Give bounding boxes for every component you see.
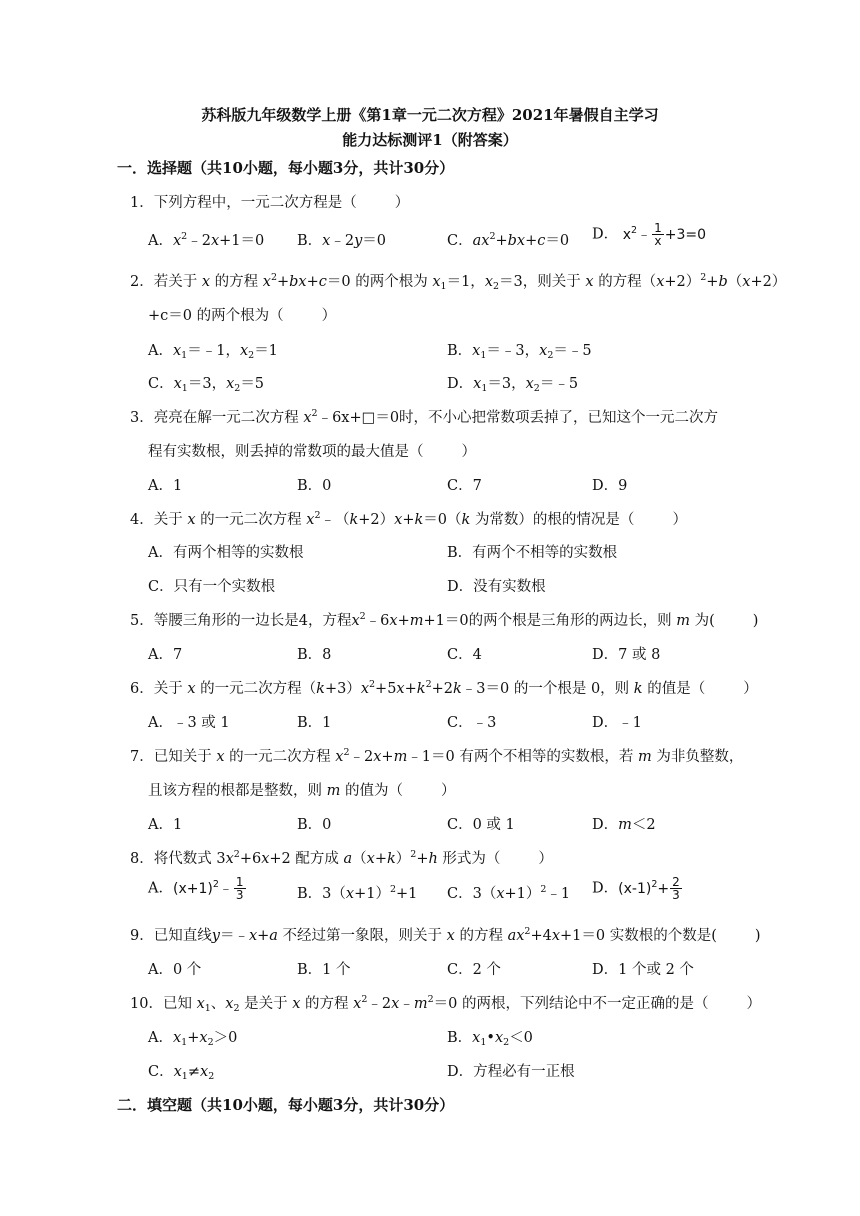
question-3-option-a: A．1 <box>148 478 183 494</box>
question-4-option-d: D．没有实数根 <box>447 579 546 595</box>
question-6-stem: 6．关于 x 的一元二次方程$(k+3)x^2+5x+k^2+2k﹣3=0$ 的一个根是 0，则 k 的值是（ ） <box>130 679 758 697</box>
question-4-option-c: C．只有一个实数根 <box>148 579 276 595</box>
question-4-option-b: B．有两个不相等的实数根 <box>447 545 618 561</box>
question-8-option-a: A．$(x+1)^2﹣$ $\frac{1}{3}$ <box>148 875 244 902</box>
question-2-stem-line1: 2．若关于 x 的方程 $x^2+bx+c=0$ 的两个根为 $x_1=1$，$x_2=3$，则关于 x 的方程$(x+2)^2+b(x+2)$ <box>130 272 787 292</box>
question-8-option-c: C．$3(x+1)^2﹣1$ <box>447 884 571 902</box>
document-subtitle: 能力达标测评1（附答案） <box>342 131 518 149</box>
question-5-option-d: D．7 或 8 <box>592 647 661 663</box>
question-8-option-b: B．$3(x+1)^2+1$ <box>297 884 418 902</box>
question-8-option-d: D．$(x-1)^2+$ $\frac{2}{3}$ <box>592 875 680 902</box>
question-3-stem-line2: 程有实数根，则丢掉的常数项的最大值是（ ） <box>148 444 476 460</box>
question-2-option-b: B．$x_1=﹣3$，$x_2=﹣5$ <box>447 343 592 361</box>
question-9-option-c: C．2 个 <box>447 962 501 978</box>
question-10-option-a: A．$x_1+x_2>0$ <box>148 1030 238 1048</box>
question-10-stem: 10．已知 $x_1$、$x_2$ 是关于 x 的方程 $x^2﹣2x﹣m^2=0$ 的两根，下列结论中不一定正确的是（ ） <box>130 994 761 1014</box>
question-3-option-d: D．9 <box>592 478 628 494</box>
question-1-option-c: C．$ax^2+bx+c=0$ <box>447 231 570 249</box>
section-heading-choice: 一．选择题（共10小题，每小题3分，共计30分） <box>117 159 455 177</box>
question-8-stem: 8．将代数式 $3x^2+6x+2$ 配方成 $a(x+k)^2+h$ 形式为（ ） <box>130 849 553 867</box>
question-2-option-c: C．$x_1=3$，$x_2=5$ <box>148 376 265 394</box>
question-9-option-d: D．1 个或 2 个 <box>592 962 694 978</box>
question-5-option-b: B．8 <box>297 647 332 663</box>
document-title: 苏科版九年级数学上册《第1章一元二次方程》2021年暑假自主学习 <box>201 106 659 124</box>
section-heading-fill-in: 二．填空题（共10小题，每小题3分，共计30分） <box>117 1096 455 1114</box>
question-1-option-d: D． $x^2﹣$ $\frac{1}{x}$ +3=0 <box>592 221 707 248</box>
question-3-option-b: B．0 <box>297 478 332 494</box>
question-6-option-a: A．﹣3 或 1 <box>148 715 230 731</box>
question-6-option-b: B．1 <box>297 715 332 731</box>
question-1-option-a: A．$x^2﹣2x+1=0$ <box>148 231 265 249</box>
question-5-option-c: C．4 <box>447 647 482 663</box>
question-1-option-b: B．x﹣2y＝0 <box>297 233 387 249</box>
question-6-option-d: D．﹣1 <box>592 715 642 731</box>
question-5-stem: 5．等腰三角形的一边长是4，方程$x^2﹣6x+m+1=0$的两个根是三角形的两边长，则 m 为( ) <box>130 611 759 629</box>
question-7-option-b: B．0 <box>297 817 332 833</box>
question-7-stem-line2: 且该方程的根都是整数，则 m 的值为（ ） <box>148 783 456 799</box>
question-7-stem-line1: 7．已知关于 x 的一元二次方程 $x^2﹣2x+m﹣1=0$ 有两个不相等的实数根，若 m 为非负整数， <box>130 747 744 765</box>
question-9-option-b: B．1 个 <box>297 962 351 978</box>
question-10-option-b: B．$x_1•x_2<0$ <box>447 1030 533 1048</box>
question-9-stem: 9．已知直线y＝﹣x+a 不经过第一象限，则关于 x 的方程 $ax^2+4x+1=0$ 实数根的个数是( ) <box>130 926 761 944</box>
question-7-option-c: C．0 或 1 <box>447 817 515 833</box>
question-4-stem: 4．关于 x 的一元二次方程 $x^2﹣(k+2)x+k=0(k$ 为常数）的根的情况是（ ） <box>130 510 687 528</box>
question-2-stem-line2: +c＝0 的两个根为（ ） <box>148 308 337 324</box>
question-5-option-a: A．7 <box>148 647 183 663</box>
question-2-option-a: A．$x_1=﹣1$，$x_2=1$ <box>148 343 278 361</box>
question-3-option-c: C．7 <box>447 478 482 494</box>
question-9-option-a: A．0 个 <box>148 962 202 978</box>
question-3-stem-line1: 3．亮亮在解一元二次方程 $x^2﹣6x+□=0$时，不小心把常数项丢掉了，已知这个一元二次方 <box>130 408 719 426</box>
question-10-option-d: D．方程必有一正根 <box>447 1064 575 1080</box>
question-7-option-a: A．1 <box>148 817 183 833</box>
question-7-option-d: D．m＜2 <box>592 817 656 833</box>
question-2-option-d: D．$x_1=3$，$x_2=﹣5$ <box>447 376 579 394</box>
question-4-option-a: A．有两个相等的实数根 <box>148 545 304 561</box>
question-1-stem: 1．下列方程中，一元二次方程是（ ） <box>130 195 410 211</box>
question-10-option-c: C．$x_1\ne x_2$ <box>148 1064 215 1082</box>
question-6-option-c: C．﹣3 <box>447 715 497 731</box>
